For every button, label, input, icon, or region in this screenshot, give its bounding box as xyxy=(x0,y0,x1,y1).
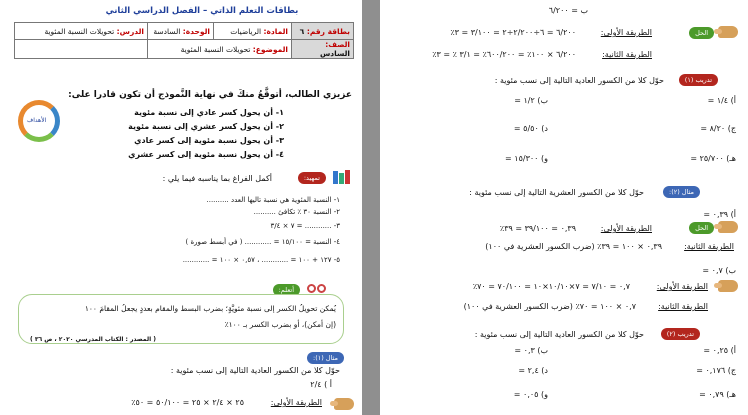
example-2-badge: مثال (٢): xyxy=(663,186,700,198)
training-1-text: حوّل كلا من الكسور العادية التالية إلى نسب مئوية : xyxy=(494,76,664,85)
ex2-solution-badge: الحل xyxy=(689,222,714,234)
t1-item-f: و) ١٥/٣٠٠ = xyxy=(505,154,548,163)
grade-value: السادس xyxy=(319,49,350,58)
intro-text: عزيزي الطالب، أتوقَّعُ منكَ في نهاية النَّموذج أن تكون قادرا على: xyxy=(68,90,352,100)
ex2-m1-equation: ٠,٣٩ = ٣٩/١٠٠ = ٣٩٪ xyxy=(499,224,576,233)
ex2b-m2-label: الطريقة الثانية: xyxy=(658,302,708,311)
learn-text-1: يُمكن تحويلُ الكسر إلى نسبة مئويَّةٍ؛ بضرب البسط والمقام بعددٍ يجعلُ المقامَ ١٠٠ xyxy=(84,304,336,313)
prelude-text: أكمل الفراغ بما يناسبه فيما يلي : xyxy=(162,174,272,183)
objective-4: ٤- أن يحول نسبة مئوية إلى كسر عشري xyxy=(128,150,284,159)
ex2-m2-label: الطريقة الثانية: xyxy=(684,242,734,251)
learn-text-2: (إن أمكن)، أو بضرب الكسر بـ ١٠٠٪ xyxy=(224,320,336,329)
unit-label: الوحدة: xyxy=(182,26,210,36)
source-text: ( المصدر : الكتاب المدرسي ٢٠٢٠ ، ص ٣٦ ) xyxy=(30,336,156,343)
left-page xyxy=(0,0,362,415)
lesson-value: تحويلات النسبة المئوية xyxy=(44,26,115,36)
card-number-label: بطاقة رقم: xyxy=(306,26,350,36)
t2-item-f: و) ٠,٠٥ = xyxy=(513,390,548,399)
card-header-table xyxy=(14,22,354,59)
example-1-item: أ ) ٢/٤ xyxy=(310,380,332,389)
topic-label: الموضوع: xyxy=(252,44,288,54)
page-gap xyxy=(362,0,380,415)
m1-equation: ٦/٢٠٠ = ٦÷٢/٢٠٠÷٢ = ٣/١٠٠ = ٣٪ xyxy=(450,28,576,37)
objective-3: ٣- أن يحول نسبة مئوية إلى كسر عادي xyxy=(134,136,284,145)
top-item: ب = ٦/٢٠٠ xyxy=(548,6,588,15)
training-2-badge: تدريب (٢) xyxy=(661,328,700,340)
learn-badge: أتعلم: xyxy=(273,284,300,296)
ex2-m2-equation: ٠,٣٩ × ١٠٠ = ٣٩٪ (ضرب الكسور العشرية في ١٠٠) xyxy=(485,242,662,251)
card-number: ٦ xyxy=(299,26,305,36)
objective-1: ١- أن يحول كسر عادي إلى نسبة مئوية xyxy=(134,108,284,117)
ex2b-m1-label: الطريقة الأولى: xyxy=(656,282,708,291)
t1-item-a: أ) ١/٤ = xyxy=(707,96,736,105)
objective-2: ٢- أن يحول كسر عشري إلى نسبة مئوية xyxy=(128,122,284,131)
hand-icon-3 xyxy=(718,221,738,233)
worksheet-title: بطاقات التعلم الذاتي – الفصل الدراسي الثاني xyxy=(105,6,299,16)
grade-label: الصف: xyxy=(325,40,350,49)
unit-value: السادسة xyxy=(153,26,181,36)
example-1-badge: مثال (١): xyxy=(307,352,344,364)
hand-icon-4 xyxy=(718,280,738,292)
method-1-label: الطريقة الأولى: xyxy=(270,398,322,407)
prelude-item-5: ٥- ١٢٧ + ١٠٠ = ............ ، ٠,٥٧ × ١٠٠ = ............ xyxy=(182,256,340,264)
ex2-item-b: ب) ٠,٧ = xyxy=(702,266,736,275)
hand-icon xyxy=(334,398,354,410)
subject-value: الرياضيات xyxy=(230,26,262,36)
books-icon xyxy=(328,170,350,184)
m1-label: الطريقة الأولى: xyxy=(600,28,652,37)
prelude-item-4: ٤- النسبة = ١٥/١٠٠ = ............ ( في أبسط صورة ) xyxy=(185,238,340,246)
t1-item-d: د) ٥/٥٠ = xyxy=(513,124,548,133)
t2-item-e: هـ) ٠,٧٩ = xyxy=(699,390,736,399)
ex2b-m1-equation: ٠,٧ = ٧/١٠ = ٧×١٠/١٠×١٠ = ٧٠/١٠٠ = ٧٠٪ xyxy=(472,282,630,291)
subject-label: المادة: xyxy=(263,26,288,36)
prelude-item-3: ٣- ............ = ٧ × ٣/٤ xyxy=(270,222,340,230)
t2-item-c: ج) ٠,١٧٦ = xyxy=(696,366,736,375)
m2-equation: ٦/٢٠٠ × ١٠٠٪ = ٦٠٠/٢٠٠٪ = ٣/١ ٪ = ٣٪ xyxy=(432,50,576,59)
t2-item-b: ب) ٠,٣ = xyxy=(514,346,548,355)
example-1-text: حوّل كلا من الكسور العادية التالية إلى نسب مئوية : xyxy=(170,366,340,375)
prelude-item-2: ٢- النسبة ٣٠ ٪ تكافئ .......... xyxy=(253,208,340,216)
t1-item-c: ج) ٨/٢٠ = xyxy=(700,124,736,133)
training-1-badge: تدريب (١) xyxy=(679,74,718,86)
prelude-item-1: ١- النسبة المئوية هي نسبة تاليها العدد .......... xyxy=(206,196,340,204)
prelude-badge: تمهيد: xyxy=(298,172,326,184)
example-2-text: حوّل كلا من الكسور العشرية التالية إلى نسب مئوية : xyxy=(469,188,644,197)
t2-item-d: د) ٢,٤ = xyxy=(518,366,548,375)
hand-icon-2 xyxy=(718,26,738,38)
solution-badge: الحل xyxy=(689,27,714,39)
lesson-label: الدرس: xyxy=(116,26,144,36)
right-page xyxy=(380,0,748,415)
topic-value: تحويلات النسبة المئوية xyxy=(180,44,251,54)
m2-label: الطريقة الثانية: xyxy=(602,50,652,59)
training-2-text: حوّل كلا من الكسور العادية التالية إلى نسب مئوية : xyxy=(474,330,644,339)
ex2-m1-label: الطريقة الأولى: xyxy=(600,224,652,233)
objectives-icon-label: الأهداف xyxy=(27,117,47,124)
objectives-icon xyxy=(18,100,60,142)
ex2-item-a: أ) ٠,٣٩ = xyxy=(703,210,736,219)
ex2b-m2-equation: ٠,٧ × ١٠٠ = ٧٠٪ (ضرب الكسور العشرية في ١٠٠) xyxy=(463,302,636,311)
t1-item-e: هـ) ٢٥/٧٠٠ = xyxy=(690,154,736,163)
method-1-equation: ٢٥ × ٢/٤ × ٢٥ = ٥٠/١٠٠ = ٥٠٪ xyxy=(131,398,244,407)
t1-item-b: ب) ١/٢ = xyxy=(514,96,548,105)
t2-item-a: أ) ٠,٢٥ = xyxy=(703,346,736,355)
